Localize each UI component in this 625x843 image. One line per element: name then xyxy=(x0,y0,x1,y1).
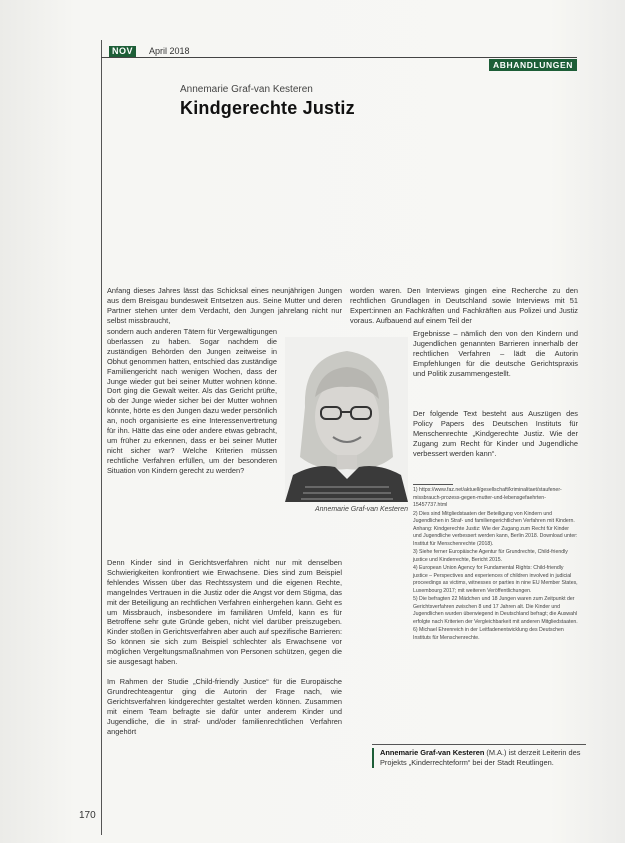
author-bio xyxy=(372,748,586,768)
body-text-col1-top: Anfang dieses Jahres lässt das Schicksal eines neunjährigen Jungen aus dem Breisgau bundesweit Entsetzen aus. Seine Mutter und deren Partner stehen unter dem Verdacht, den Jungen jahrelang nicht nur selbst missbraucht, xyxy=(107,286,342,325)
footnote: 3) Siehe ferner Europäische Agentur für Grundrechte, Child-friendly justice und Kinderrechte, Bericht 2015. xyxy=(413,549,568,563)
header-rule xyxy=(101,57,577,58)
footnotes xyxy=(413,487,578,643)
footnote: 5) Die befragten 22 Mädchen und 18 Jungen waren zum Zeitpunkt der Gerichtsverfahren zwischen 8 und 17 Jahren alt. Die Kinder und Jugendlichen wurden überwiegend in Deutschland befragt; die Auswahl erfolgte nach Kriterien der Vergleichbarkeit mit anderen Mitgliedstaaten. xyxy=(413,596,578,625)
body-text-col1-bottom xyxy=(107,558,342,746)
page-number: 170 xyxy=(79,810,96,821)
footnote: 2) Dies sind Mitgliedstaaten der Beteiligung von Kindern und Jugendlichen in Straf- und familiengerichtlichen Verfahren mit Kindern. Anhang: Kindgerechte Justiz: Wie der Zugang zum Recht für Kinder und Jugendliche verbessert werden kann, Berlin 2018. Download unter: Institut für Menschenrechte (2018). xyxy=(413,510,578,547)
author-photo xyxy=(285,337,408,502)
paragraph: Denn Kinder sind in Gerichtsverfahren nicht nur mit denselben Schwierigkeiten konfrontiert wie Erwachsene. Dies sind zum Beispiel fehlendes Wissen über das Rechtssystem und die eigenen Rechte, mangelndes Vertrauen in die Justiz oder die Angst vor dem Stigma, das mit der Beteiligung an rechtlichen Verfahren einhergehen kann. Geht es um Missbrauch, insbesondere im familiären Umfeld, kann es für Betroffene sehr gute Gründe geben, nicht viel darüber preiszugeben. Kinder stoßen in Gerichtsverfahren aber auch auf spezifische Barrieren: So können sie sich zum Beispiel schlechter als Erwachsene vor möglichen Vergeltungsmaßnahmen von Personen schützen, gegen die sie ausgesagt haben. xyxy=(107,558,342,667)
bio-text: (M.A.) ist derzeit Leiterin des Projekts „Kinderrechteform“ bei der Stadt Reutlingen. xyxy=(380,748,581,767)
issue-date: April 2018 xyxy=(149,46,190,56)
footnote-rule xyxy=(413,484,453,485)
bio-rule xyxy=(372,744,586,745)
footnote: 4) European Union Agency for Fundamental Rights: Child-friendly justice – Perspectives and experiences of children involved in judicial proceedings as victims, witnesses or parties in nine EU Member States, Luxembourg 2017; mit weiteren Veröffentlichungen. xyxy=(413,565,578,594)
body-text-col2-top: worden waren. Den Interviews gingen eine Recherche zu den rechtlichen Grundlagen in Deutschland sowie Interviews mit 51 Expert:innen an Fachkräften und Fachkräften aus Polizei und Justiz voraus. Aufbauend auf einem Teil der xyxy=(350,286,578,325)
article-title: Kindgerechte Justiz xyxy=(180,98,355,118)
bio-name: Annemarie Graf-van Kesteren xyxy=(380,748,485,757)
photo-caption: Annemarie Graf-van Kesteren xyxy=(315,506,408,513)
body-text-col2-wrap: Ergebnisse – nämlich den von den Kindern und Jugendlichen genannten Barrieren innerhalb der rechtlichen Verfahren – lädt die Autorin Empfehlungen für die deutsche Gerichtspraxis und Politik zusammengestellt. xyxy=(413,329,578,378)
section-label: ABHANDLUNGEN xyxy=(489,59,577,71)
body-text-col1-wrap: sondern auch anderen Tätern für Vergewaltigungen überlassen zu haben. Sogar nachdem die zuständigen Behörden den Jungen zeitweise in Obhut genommen hatten, entschied das zuständige Familiengericht nach wenigen Wochen, dass der Junge wieder gut bei seiner Mutter wohnen könne. Dort ging die Gewalt weiter. Als das Gericht prüfte, ob der Junge wieder sicher bei der Mutter wohnen könnte, hörte es den Jungen dazu weder persönlich an, noch organisierte es eine Interessenvertretung für ihn. Hätte das eine oder andere etwas gebracht, um früher zu erkennen, dass er bei seiner Mutter nicht sicher war? Welche Kriterien müssen rechtliche Verfahren erfüllen, um der besonderen Situation von Kindern gerecht zu werden? xyxy=(107,327,277,475)
footnote: 6) Michael Ehrenreich in der Leitfadenentwicklung des Deutschen Instituts für Menschenrechte. xyxy=(413,627,564,641)
footnote: 1) https://www.faz.net/aktuell/gesellschaft/kriminalitaet/staufener-missbrauch-prozess-gegen-mutter-und-lebensgefaehrten-15457737.html xyxy=(413,487,562,508)
paragraph: Im Rahmen der Studie „Child-friendly Justice“ für die Europäische Grundrechteagentur ging die Autorin der Frage nach, wie Gerichtsverfahren kindgerechter gestaltet werden können. Zusammen mit einem Team befragte sie dafür unter anderem Kinder und Jugendliche, die in straf- und/oder familienrechtlichen Verfahren angehört xyxy=(107,676,342,736)
journal-badge: NOV xyxy=(109,46,136,57)
margin-rule xyxy=(101,40,102,835)
article-author: Annemarie Graf-van Kesteren xyxy=(180,84,313,95)
body-text-col2-para: Der folgende Text besteht aus Auszügen des Policy Papers des Deutschen Instituts für Menschenrechte „Kindgerechte Justiz. Wie der Zugang zum Recht für Kinder und Jugendliche verbessert werden kann“. xyxy=(413,409,578,458)
